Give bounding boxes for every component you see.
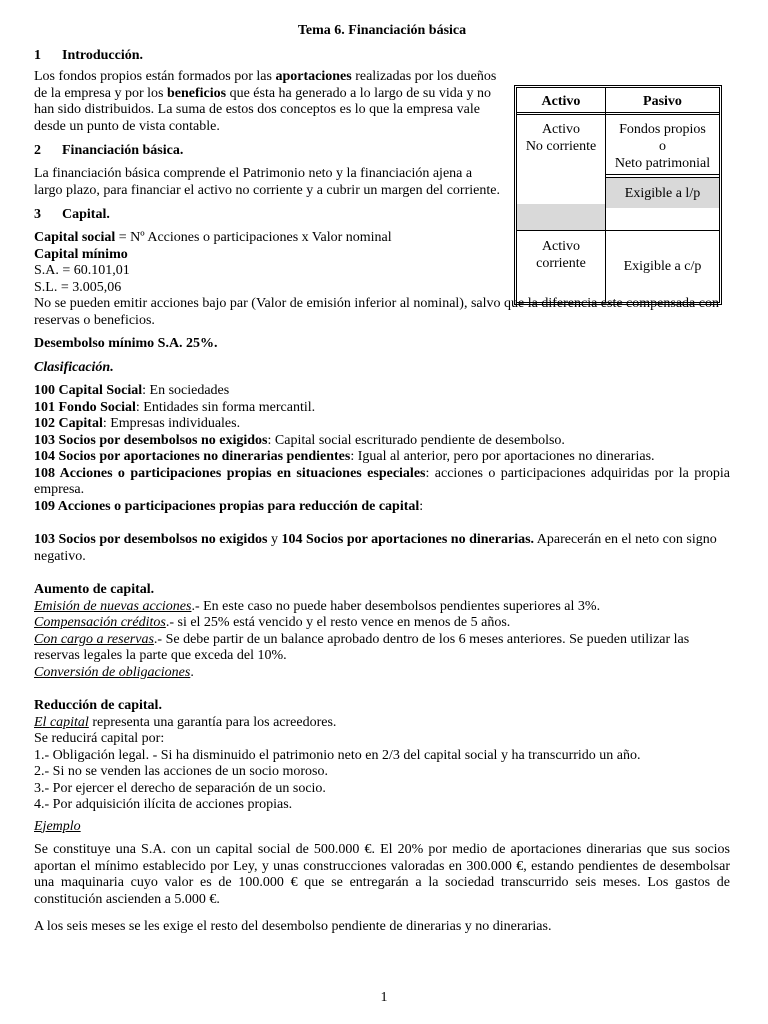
ejemplo-label: Ejemplo bbox=[34, 818, 81, 834]
reduccion-item: 3.- Por ejercer el derecho de separación de un socio. bbox=[34, 780, 326, 796]
account-item: 109 Acciones o participaciones propias para reducción de capital: bbox=[34, 498, 424, 514]
section-2-number: 2 bbox=[34, 143, 41, 158]
capital-minimo-sa: S.A. = 60.101,01 bbox=[34, 263, 130, 278]
section-2-title: Financiación básica. bbox=[62, 143, 184, 158]
ejemplo-paragraph: Se constituye una S.A. con un capital social de 500.000 €. El 20% por medio de aportaciones dinerarias que sus socios aportan el mínimo establecido por Ley, y unas construcciones valoradas en 300.000 €, estando pendientes de desembolsar una maquinaria cuyo valor es de 100.000 € que se entregarán a la sociedad transcurrido seis meses. Los gastos de constitución ascienden a 5.000 €. bbox=[34, 842, 730, 907]
account-item: 108 Acciones o participaciones propias en situaciones especiales: acciones o participaciones adquiridas por la propia empresa. bbox=[34, 465, 731, 497]
activo-no-corriente: Activo No corriente bbox=[525, 122, 597, 154]
fondos-propios: Fondos propios o Neto patrimonial bbox=[614, 122, 711, 171]
clasificacion-heading: Clasificación. bbox=[34, 359, 114, 375]
signo-negativo-paragraph: 103 Socios por desembolsos no exigidos y 104 Socios por aportaciones no dinerarias. Aparecerán en el neto con signo negativo. bbox=[34, 532, 717, 564]
balance-header-pasivo: Pasivo bbox=[606, 88, 719, 115]
desembolso-minimo: Desembolso mínimo S.A. 25%. bbox=[34, 336, 218, 351]
aumento-item: Con cargo a reservas.- Se debe partir de un balance aprobado dentro de los 6 meses anteriores. Se pueden utilizar las reservas legales la parte que exceda del 10%. bbox=[34, 631, 690, 663]
capital-minimo-sl: S.L. = 3.005,06 bbox=[34, 279, 122, 295]
reduccion-item: 4.- Por adquisición ilícita de acciones propias. bbox=[34, 797, 293, 812]
activo-corriente: Activo corriente bbox=[536, 239, 586, 271]
bajo-par-paragraph: No se pueden emitir acciones bajo par (Valor de emisión inferior al nominal), salvo que la diferencia este compensada con reservas o beneficios. bbox=[34, 296, 719, 328]
account-item: 100 Capital Social: En sociedades bbox=[34, 383, 230, 398]
exigible-lp: Exigible a l/p bbox=[624, 186, 701, 201]
account-item: 103 Socios por desembolsos no exigidos: Capital social escriturado pendiente de desembolso. bbox=[34, 432, 565, 448]
reduccion-item: 1.- Obligación legal. - Si ha disminuido el patrimonio neto en 2/3 del capital social y ha transcurrido un año. bbox=[34, 747, 641, 763]
document-title: Tema 6. Financiación básica bbox=[297, 23, 467, 38]
account-list bbox=[34, 383, 730, 515]
balance-row-divider bbox=[606, 230, 719, 231]
section-3-title: Capital. bbox=[62, 207, 110, 222]
aumento-heading: Aumento de capital. bbox=[34, 582, 155, 597]
aumento-item: Conversión de obligaciones. bbox=[34, 664, 194, 680]
account-item: 104 Socios por aportaciones no dinerarias pendientes: Igual al anterior, pero por aportaciones no dinerarias. bbox=[34, 449, 655, 464]
intro-paragraph: Los fondos propios están formados por las aportaciones realizadas por los dueños de la empresa y por los beneficios que ésta ha generado a lo largo de su vida y no han sido distribuidos. La suma de estos dos conceptos es lo que la empresa vale desde un punto de vista contable. bbox=[34, 69, 497, 134]
reduccion-intro: Se reducirá capital por: bbox=[34, 731, 165, 746]
balance-table bbox=[514, 85, 722, 305]
ejemplo-paragraph-2: A los seis meses se les exige el resto del desembolso pendiente de dinerarias y no dinerarias. bbox=[34, 919, 552, 934]
balance-row-divider bbox=[606, 174, 719, 178]
reduccion-item: 2.- Si no se venden las acciones de un socio moroso. bbox=[34, 764, 328, 779]
section-1-number: 1 bbox=[34, 48, 41, 63]
aumento-item: Emisión de nuevas acciones.- En este caso no puede haber desembolsos pendientes superiores al 3%. bbox=[34, 598, 601, 614]
account-item: 102 Capital: Empresas individuales. bbox=[34, 416, 241, 431]
account-item: 101 Fondo Social: Entidades sin forma mercantil. bbox=[34, 399, 316, 415]
financiacion-paragraph: La financiación básica comprende el Patrimonio neto y la financiación ajena a largo plazo, para financiar el activo no corriente y a cubrir un margen del corriente. bbox=[34, 166, 500, 198]
balance-header-activo: Activo bbox=[517, 88, 606, 115]
capital-garantia: El capital representa una garantía para los acreedores. bbox=[34, 714, 337, 730]
section-1-heading bbox=[34, 47, 730, 64]
section-3-number: 3 bbox=[34, 207, 41, 222]
reduccion-heading: Reducción de capital. bbox=[34, 698, 162, 713]
page-number: 1 bbox=[380, 990, 388, 1005]
aumento-item: Compensación créditos.- si el 25% está vencido y el resto vence en menos de 5 años. bbox=[34, 615, 511, 630]
capital-social-formula: Capital social = Nº Acciones o participaciones x Valor nominal bbox=[34, 230, 392, 245]
exigible-cp: Exigible a c/p bbox=[623, 259, 702, 274]
section-1-title: Introducción. bbox=[62, 48, 144, 63]
balance-row-divider bbox=[517, 230, 605, 231]
balance-shaded-cell bbox=[517, 204, 605, 230]
capital-minimo-label: Capital mínimo bbox=[34, 246, 128, 262]
